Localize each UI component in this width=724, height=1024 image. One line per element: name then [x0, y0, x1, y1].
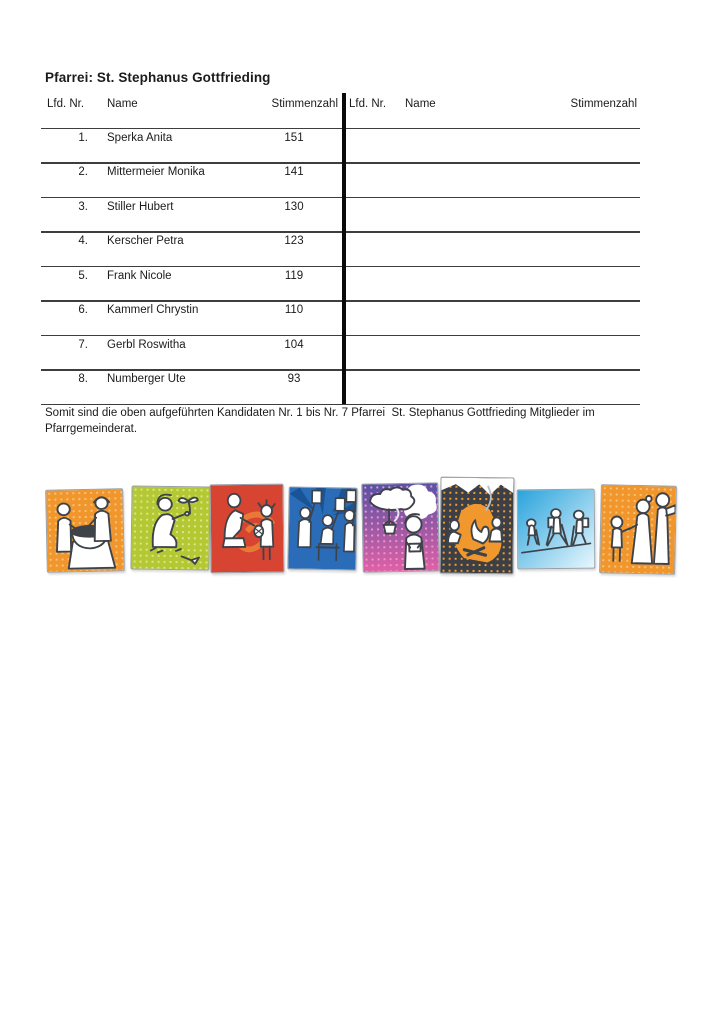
hikers-icon: [518, 490, 595, 569]
table-rule: [41, 128, 640, 130]
column-header-name-left: Name: [107, 98, 138, 110]
column-header-nr-right: Lfd. Nr.: [349, 98, 387, 110]
cooking-pot-icon: [46, 489, 124, 572]
row-number: 2.: [78, 166, 88, 178]
censer-icon: [362, 483, 439, 571]
row-number: 5.: [78, 269, 88, 282]
candidate-name: Sperka Anita: [107, 131, 173, 144]
table-rule: [41, 266, 640, 268]
planting-illustration: [130, 485, 210, 570]
table-rule: [41, 404, 640, 406]
incense-illustration: [361, 482, 440, 572]
talk-with-child-illustration: [210, 484, 285, 574]
table-rule: [41, 300, 640, 302]
table-row: [0, 304, 724, 318]
table-row: [0, 339, 724, 353]
candidate-name: Frank Nicole: [107, 269, 172, 282]
page-title: Pfarrei: St. Stephanus Gottfrieding: [45, 70, 271, 85]
raised-ballots-icon: [288, 487, 356, 569]
footnote: [45, 406, 595, 437]
column-header-name-right: Name: [405, 98, 436, 110]
row-number: 7.: [78, 338, 88, 351]
table-rule: [41, 162, 640, 164]
table-row: [0, 270, 724, 284]
campfire-illustration: [439, 477, 514, 575]
cooking-pot-illustration: [45, 488, 125, 573]
table-row: [0, 166, 724, 180]
family-icon: [600, 485, 676, 574]
hiking-illustration: [517, 489, 596, 570]
vote-count: 119: [284, 269, 304, 282]
candidate-name: Mittermeier Monika: [107, 166, 205, 178]
family-illustration: [599, 484, 677, 575]
column-header-nr-left: Lfd. Nr.: [47, 98, 85, 110]
seedling-icon: [131, 486, 209, 569]
table-rule: [41, 197, 640, 199]
vote-count: 151: [284, 131, 304, 144]
table-row: [0, 201, 724, 215]
row-number: 6.: [78, 304, 88, 316]
vote-count: 104: [284, 338, 304, 351]
table-rule: [41, 335, 640, 337]
campfire-icon: [441, 478, 514, 574]
candidate-name: Numberger Ute: [107, 373, 186, 385]
row-number: 1.: [78, 131, 88, 144]
table-row: [0, 132, 724, 146]
candidate-name: Stiller Hubert: [107, 200, 174, 213]
row-number: 3.: [78, 200, 88, 213]
table-row: [0, 373, 724, 387]
vote-count: 123: [284, 235, 304, 247]
column-header-votes-left: Stimmenzahl: [271, 98, 338, 110]
footnote-line: Somit sind die oben aufgeführten Kandidaten Nr. 1 bis Nr. 7 Pfarrei St. Stephanus Gottfrieding Mitglieder im: [45, 407, 595, 419]
row-number: 8.: [78, 373, 88, 385]
table-row: [0, 235, 724, 249]
table-rule: [41, 369, 640, 371]
candidate-name: Kammerl Chrystin: [107, 304, 199, 316]
column-header-votes-right: Stimmenzahl: [570, 98, 637, 110]
candidate-name: Kerscher Petra: [107, 235, 184, 247]
vote-count: 93: [287, 373, 301, 385]
vote-count: 130: [284, 200, 304, 213]
row-number: 4.: [78, 235, 88, 247]
footnote-line: Pfarrgemeinderat.: [45, 422, 138, 435]
table-rule: [41, 231, 640, 233]
conversation-icon: [211, 485, 284, 573]
vote-count: 110: [284, 304, 304, 316]
vote-count: 141: [284, 166, 304, 178]
candidate-name: Gerbl Roswitha: [107, 338, 186, 351]
voting-illustration: [287, 486, 357, 570]
